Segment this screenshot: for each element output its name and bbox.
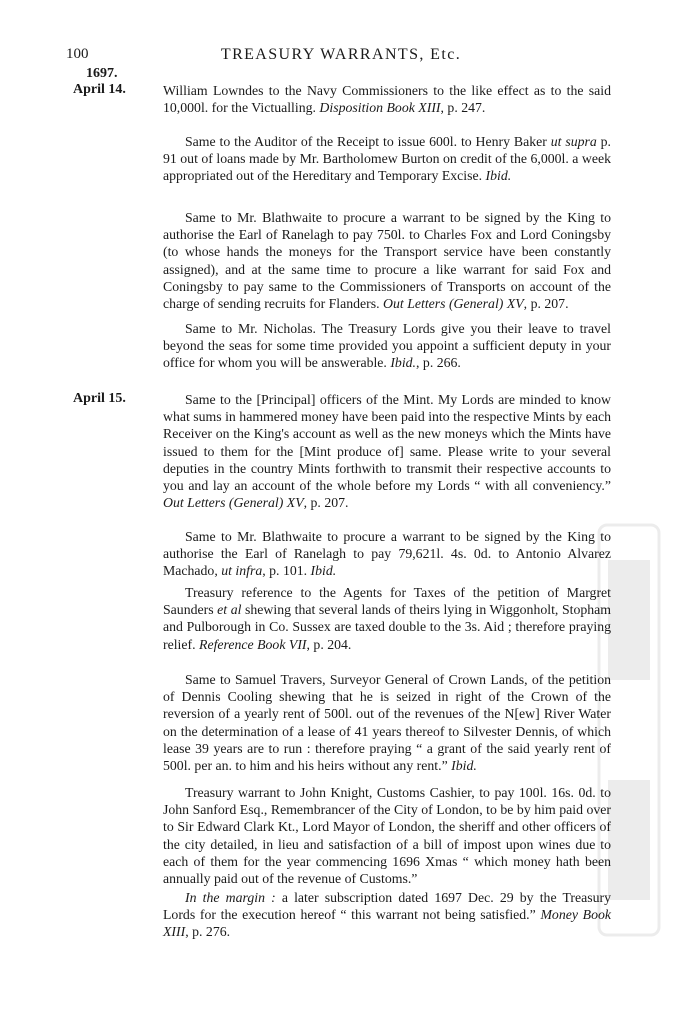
entry-paragraph	[163, 82, 611, 116]
entry-text-mid: shewing that several lands of theirs lying in Wiggonholt, Stopham and Pulborough in Co. Sussex are taxed double to the 3s. Aid ; therefore praying relief.	[163, 602, 612, 652]
entry-paragraph	[163, 584, 611, 653]
entry-ref: Disposition Book XIII	[319, 100, 441, 116]
entry-text: Same to the Auditor of the Receipt to issue 600l. to Henry Baker	[185, 134, 551, 149]
entry-text: Treasury reference to the Agents for Taxes of the petition of Margret Saunders	[163, 585, 611, 618]
watermark-stamp	[594, 520, 664, 940]
entry-paragraph	[163, 889, 611, 941]
entry-text: a later subscription dated 1697 Dec. 29 by the Treasury Lords for the execution hereof “ this warrant not being satisfied.”	[163, 890, 612, 923]
entry-paragraph	[163, 671, 611, 774]
entry-text: Treasury warrant to John Knight, Customs Cashier, to pay 100l. 16s. 0d. to John Sanford Esq., Remembrancer of the City of London, to be by him paid over to Sir Edward Clark Kt., Lord Mayor of London, the sheriff and other officers of the city detailed, in lieu and satisfaction of a bill of impost upon wines due to each of them for the year commencing 1696 Xmas “ which money hath been annually paid out of the revenue of Customs.”	[163, 785, 611, 887]
entry-italic: ut infra	[221, 563, 263, 579]
entry-paragraph	[163, 320, 611, 372]
entry-paragraph	[163, 528, 611, 580]
entry-text-mid: p. 91 out of loans made by Mr. Bartholomew Burton on credit of the 6,000l. a week appropriated out of the Hereditary and Temporary Excise.	[163, 134, 612, 184]
entry-ref: Ibid.	[485, 168, 512, 184]
entry-lead: In the margin :	[185, 890, 276, 905]
year-label: 1697.	[86, 66, 118, 81]
entry-ref: Money Book XIII	[163, 907, 611, 940]
entry-paragraph	[163, 784, 611, 887]
entry-text: William Lowndes to the Navy Commissioners to the like effect as to the said 10,000l. for the Victualling.	[163, 83, 611, 116]
entry-tail: , p. 276.	[185, 924, 231, 940]
entry-tail: , p. 207.	[303, 495, 349, 511]
entry-italic: ut supra	[550, 134, 597, 149]
entry-ref: Ibid.	[390, 355, 417, 371]
entry-text: Same to Mr. Blathwaite to procure a warrant to be signed by the King to authorise the Earl of Ranelagh to pay 79,621l. 4s. 0d. to Antonio Alvarez Machado,	[163, 529, 611, 579]
entry-ref: Ibid.	[310, 563, 337, 579]
entry-paragraph	[163, 209, 611, 312]
entry-tail: , p. 207.	[523, 296, 569, 312]
entry-paragraph	[163, 391, 611, 511]
entry-tail: , p. 266.	[416, 355, 461, 371]
entry-ref: Out Letters (General) XV	[163, 495, 304, 511]
date-april-14: April 14.	[73, 82, 126, 97]
entry-text: Same to the [Principal] officers of the Mint. My Lords are minded to know what sums in hammered money have been paid into the respective Mints by each Receiver on the King's account as well as the new moneys which the Mints have issued to them for the [Mint produce of] same. Please write to your several deputies in the country Mints forthwith to transmit their respective accounts to you and lay an account of the whole before my Lords “ with all conveniency.”	[163, 392, 611, 494]
date-april-15: April 15.	[73, 391, 126, 406]
entry-paragraph	[163, 133, 611, 185]
entry-ref: Ibid.	[451, 758, 477, 774]
page-number: 100	[66, 46, 89, 62]
entry-text: Same to Mr. Blathwaite to procure a warrant to be signed by the King to authorise the Earl of Ranelagh to pay 750l. to Charles Fox and Lord Coningsby (to whose hands the moneys for the Transport service have been constantly assigned), and at the same time to procure a like warrant for said Fox and Coningsby to pay same to the Commissioners of Transports on account of the charge of sending recruits for Flanders.	[163, 210, 611, 312]
entry-text: Same to Samuel Travers, Surveyor General of Crown Lands, of the petition of Dennis Cooling shewing that he is seized in right of the Crown of the reversion of a yearly rent of 500l. out of the revenues of the N[ew] River Water on the determination of a lease of 41 years thereof to Silvester Dennis, of which lease 39 years are to run : therefore praying “ a grant of the said yearly rent of 500l. per an. to him and his heirs without any rent.”	[163, 672, 611, 774]
entry-text: Same to Mr. Nicholas. The Treasury Lords give you their leave to travel beyond the seas for some time provided you appoint a sufficient deputy in your office for whom you will be answerable.	[163, 321, 611, 371]
entry-ref: Reference Book VII	[199, 636, 307, 652]
page-header	[66, 46, 616, 68]
entry-tail: , p. 247.	[440, 100, 486, 116]
entry-italic: et al	[217, 602, 242, 618]
entry-ref: Out Letters (General) XV	[383, 296, 524, 312]
entry-text-mid: , p. 101.	[262, 563, 311, 579]
entry-tail: , p. 204.	[306, 636, 352, 652]
running-title: TREASURY WARRANTS, Etc.	[220, 46, 462, 63]
